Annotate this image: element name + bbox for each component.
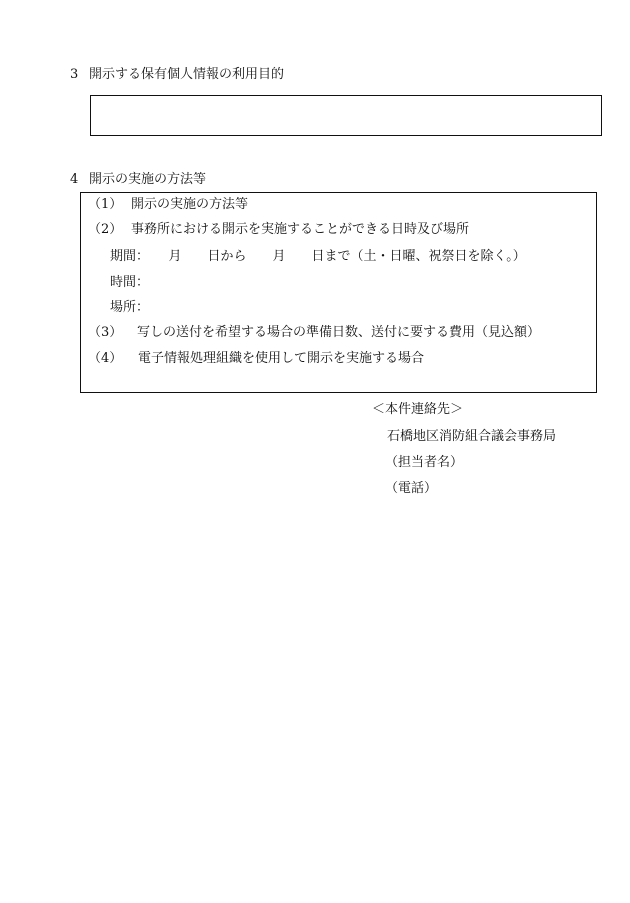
- section-3-title: 開示する保有個人情報の利用目的: [89, 67, 285, 82]
- contact-phone: （電話）: [385, 481, 438, 496]
- item-4-label: （4）: [88, 351, 123, 366]
- item-1: [88, 197, 248, 213]
- time-line: 時間：: [110, 275, 150, 290]
- section-3-heading: [70, 67, 284, 83]
- section-3-number: 3: [70, 67, 79, 82]
- contact-heading: ＜本件連絡先＞: [372, 402, 464, 417]
- item-2-text: 事務所における開示を実施することができる日時及び場所: [131, 222, 470, 237]
- contact-office: 石橋地区消防組合議会事務局: [387, 429, 557, 444]
- item-2-label: （2）: [88, 222, 123, 237]
- item-1-label: （1）: [88, 197, 123, 212]
- place-line: 場所：: [110, 300, 150, 315]
- period-line: 期間： 月 日から 月 日まで（土・日曜、祝祭日を除く。）: [110, 249, 526, 264]
- item-3: [88, 325, 540, 341]
- item-2: [88, 222, 469, 238]
- item-4: [88, 351, 424, 367]
- purpose-of-use-box: [90, 95, 602, 136]
- item-3-text: 写しの送付を希望する場合の準備日数、送付に要する費用（見込額）: [137, 325, 541, 340]
- item-3-label: （3）: [88, 325, 123, 340]
- item-4-text: 電子情報処理組織を使用して開示を実施する場合: [138, 351, 425, 366]
- section-4-title: 開示の実施の方法等: [89, 172, 207, 187]
- item-1-text: 開示の実施の方法等: [131, 197, 249, 212]
- contact-person: （担当者名）: [385, 455, 464, 470]
- section-4-heading: [70, 172, 206, 188]
- section-4-number: 4: [70, 172, 79, 187]
